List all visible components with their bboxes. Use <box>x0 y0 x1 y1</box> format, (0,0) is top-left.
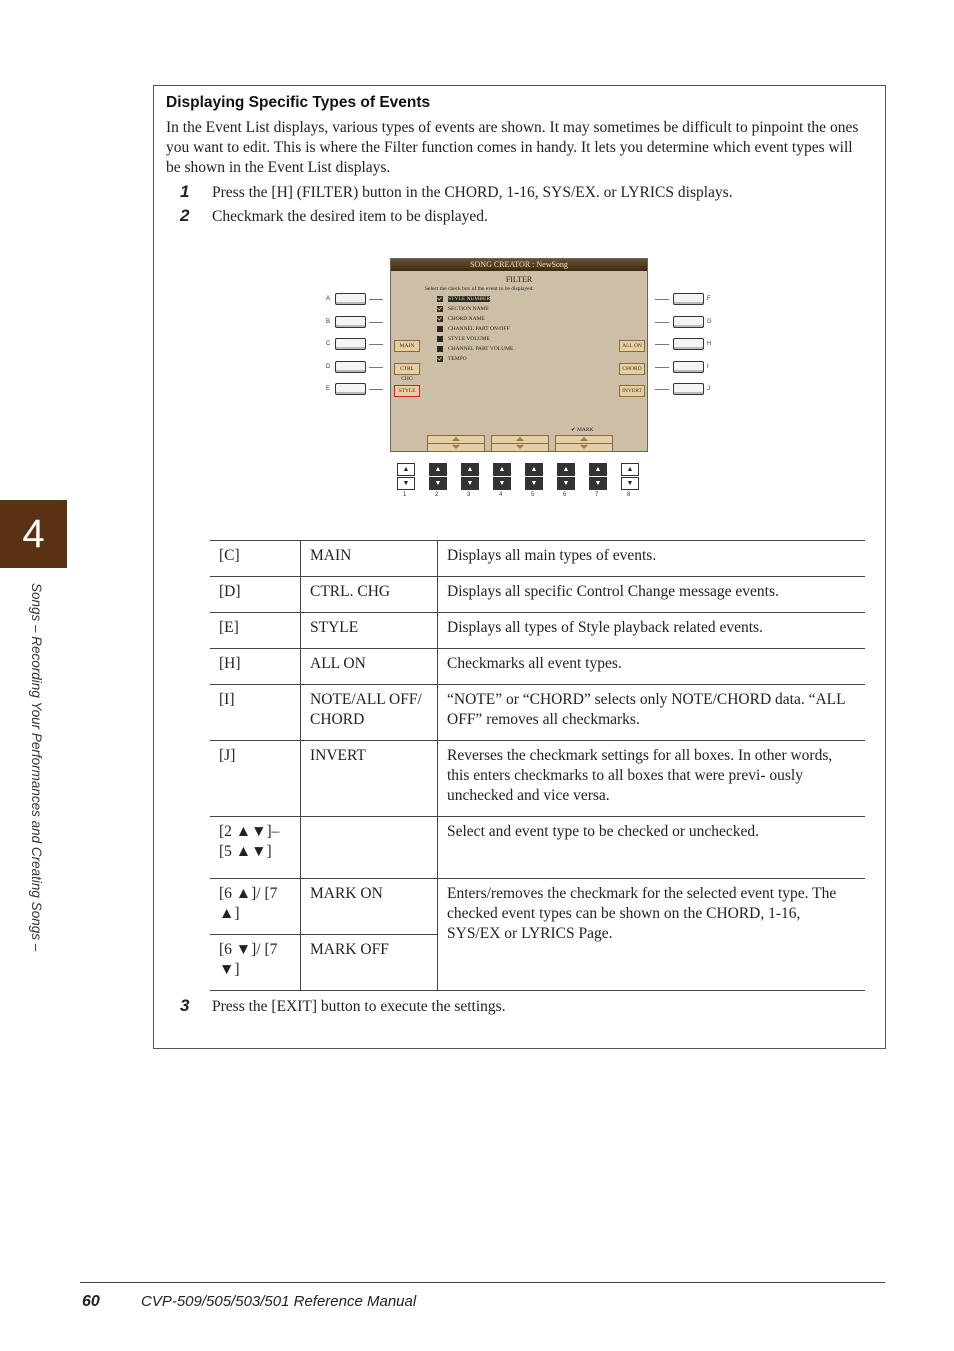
step-2 <box>180 206 488 226</box>
button-number: 3 <box>467 492 471 498</box>
button-4-up[interactable]: ▲ <box>493 463 511 476</box>
connector-line <box>655 299 669 300</box>
connector-line <box>369 322 383 323</box>
table-cell-desc: Enters/removes the checkmark for the selected event type. The checked event types can be shown on the CHORD, 1-16, SYS/EX or LYRICS Page. <box>438 879 866 991</box>
checkbox-checked-icon[interactable] <box>437 356 443 362</box>
event-label: SECTION NAME <box>448 306 489 312</box>
table-cell-desc: Reverses the checkmark settings for all boxes. In other words, this enters checkmarks to all boxes that were previ- ously unchecked and vice versa. <box>438 741 866 817</box>
panel-label-h: H <box>707 341 712 347</box>
connector-line <box>655 322 669 323</box>
button-g[interactable] <box>673 316 704 328</box>
button-number: 6 <box>563 492 567 498</box>
screen-title: SONG CREATOR : NewSong <box>391 259 647 271</box>
button-number: 1 <box>403 492 407 498</box>
checkbox-icon[interactable] <box>437 336 443 342</box>
button-6-down[interactable]: ▼ <box>557 477 575 490</box>
connector-line <box>655 389 669 390</box>
table-row <box>210 879 865 935</box>
table-row <box>210 741 865 817</box>
table-cell-button: [D] <box>210 577 301 613</box>
table-row <box>210 577 865 613</box>
step-number: 1 <box>180 182 190 201</box>
button-7-up[interactable]: ▲ <box>589 463 607 476</box>
event-item[interactable] <box>437 326 510 332</box>
panel-label-g: G <box>707 319 712 325</box>
button-a[interactable] <box>335 293 366 305</box>
event-label: CHANNEL PART VOLUME <box>448 346 514 352</box>
checkbox-icon[interactable] <box>437 326 443 332</box>
table-cell-name: MARK OFF <box>301 935 438 991</box>
screen-main-button[interactable]: MAIN <box>394 340 420 352</box>
page-number: 60 <box>82 1293 100 1310</box>
table-cell-desc: Displays all main types of events. <box>438 541 866 577</box>
footer-rule <box>80 1282 885 1283</box>
button-8-down[interactable]: ▼ <box>621 477 639 490</box>
table-row <box>210 649 865 685</box>
table-cell-button: [6 ▼]/ [7 ▼] <box>210 935 301 991</box>
panel-label-d: D <box>326 364 331 370</box>
checkbox-icon[interactable] <box>437 346 443 352</box>
table-cell-desc: Displays all specific Control Change message events. <box>438 577 866 613</box>
table-cell-name: INVERT <box>301 741 438 817</box>
instrument-panel-illustration <box>322 255 722 505</box>
button-8-up[interactable]: ▲ <box>621 463 639 476</box>
button-number: 2 <box>435 492 439 498</box>
event-label: STYLE VOLUME <box>448 336 490 342</box>
step-number: 2 <box>180 206 190 225</box>
button-1-down[interactable]: ▼ <box>397 477 415 490</box>
slider-down[interactable] <box>427 443 485 452</box>
event-item[interactable] <box>437 296 490 302</box>
step-text: Press the [H] (FILTER) button in the CHORD, 1-16, SYS/EX. or LYRICS displays. <box>212 184 733 201</box>
screen-ctrl-chg-button[interactable]: CTRL CHG <box>394 363 420 375</box>
table-cell-button: [J] <box>210 741 301 817</box>
button-i[interactable] <box>673 361 704 373</box>
section-title: Displaying Specific Types of Events <box>166 94 431 111</box>
manual-title: CVP-509/505/503/501 Reference Manual <box>141 1293 417 1310</box>
button-3-up[interactable]: ▲ <box>461 463 479 476</box>
button-3-down[interactable]: ▼ <box>461 477 479 490</box>
button-d[interactable] <box>335 361 366 373</box>
event-item[interactable] <box>437 346 513 352</box>
screen-chord-button[interactable]: CHORD <box>619 363 645 375</box>
connector-line <box>369 299 383 300</box>
table-cell-name <box>301 817 438 879</box>
button-6-up[interactable]: ▲ <box>557 463 575 476</box>
event-item[interactable] <box>437 356 467 362</box>
slider-down[interactable] <box>491 443 549 452</box>
table-cell-desc: Select and event type to be checked or unchecked. <box>438 817 866 879</box>
chapter-tab <box>0 500 67 568</box>
table-cell-button: [H] <box>210 649 301 685</box>
event-item[interactable] <box>437 336 490 342</box>
button-2-up[interactable]: ▲ <box>429 463 447 476</box>
panel-label-a: A <box>326 296 331 302</box>
event-label: STYLE NUMBER <box>448 296 491 302</box>
table-cell-name: MARK ON <box>301 879 438 935</box>
button-1-up[interactable]: ▲ <box>397 463 415 476</box>
panel-label-b: B <box>326 319 331 325</box>
event-label: CHORD NAME <box>448 316 485 322</box>
panel-label-i: I <box>707 364 709 370</box>
checkbox-checked-icon[interactable] <box>437 316 443 322</box>
table-cell-desc: “NOTE” or “CHORD” selects only NOTE/CHORD data. “ALL OFF” removes all checkmarks. <box>438 685 866 741</box>
panel-label-c: C <box>326 341 331 347</box>
side-label <box>30 583 50 1003</box>
chapter-number: 4 <box>22 511 45 556</box>
button-4-down[interactable]: ▼ <box>493 477 511 490</box>
event-label: TEMPO <box>448 356 467 362</box>
lcd-screen <box>390 258 648 452</box>
step-text: Checkmark the desired item to be displayed. <box>212 208 488 225</box>
button-c[interactable] <box>335 338 366 350</box>
button-number: 8 <box>627 492 631 498</box>
button-e[interactable] <box>335 383 366 395</box>
button-j[interactable] <box>673 383 704 395</box>
event-item[interactable] <box>437 306 489 312</box>
button-5-down[interactable]: ▼ <box>525 477 543 490</box>
filter-instruction: Select the check box of the event to be displayed. <box>425 286 534 292</box>
panel-label-f: F <box>707 296 711 302</box>
mark-off-slider[interactable] <box>555 443 613 452</box>
event-item[interactable] <box>437 316 485 322</box>
button-b[interactable] <box>335 316 366 328</box>
table-cell-name: STYLE <box>301 613 438 649</box>
screen-all-on-button[interactable]: ALL ON <box>619 340 645 352</box>
button-h[interactable] <box>673 338 704 350</box>
table-row <box>210 685 865 741</box>
section-intro: In the Event List displays, various types of events are shown. It may sometimes be difficult to pinpoint the ones you want to edit. This is where the Filter function comes in handy. It lets you determine which event types will be shown in the Event List displays. <box>166 119 859 176</box>
connector-line <box>655 344 669 345</box>
connector-line <box>369 344 383 345</box>
step-text: Press the [EXIT] button to execute the settings. <box>212 998 506 1015</box>
screen-style-button[interactable]: STYLE <box>394 385 420 397</box>
table-cell-button: [E] <box>210 613 301 649</box>
table-cell-button: [2 ▲▼]– [5 ▲▼] <box>210 817 301 879</box>
button-number: 7 <box>595 492 599 498</box>
step-1 <box>180 182 733 202</box>
button-number: 4 <box>499 492 503 498</box>
table-cell-button: [C] <box>210 541 301 577</box>
table-cell-desc: Displays all types of Style playback related events. <box>438 613 866 649</box>
connector-line <box>369 367 383 368</box>
checkbox-checked-icon[interactable] <box>437 296 443 302</box>
table-cell-name: CTRL. CHG <box>301 577 438 613</box>
button-2-down[interactable]: ▼ <box>429 477 447 490</box>
side-label-text: Songs – Recording Your Performances and Creating Songs – <box>29 583 44 952</box>
table-cell-button: [I] <box>210 685 301 741</box>
table-row <box>210 817 865 879</box>
table-cell-desc: Checkmarks all event types. <box>438 649 866 685</box>
event-label: CHANNEL PART ON/OFF <box>448 326 510 332</box>
checkbox-checked-icon[interactable] <box>437 306 443 312</box>
step-3 <box>180 996 506 1016</box>
table-row <box>210 541 865 577</box>
panel-label-e: E <box>326 386 331 392</box>
connector-line <box>369 389 383 390</box>
step-number: 3 <box>180 996 190 1015</box>
button-5-up[interactable]: ▲ <box>525 463 543 476</box>
table-cell-button: [6 ▲]/ [7 ▲] <box>210 879 301 935</box>
filter-heading: FILTER <box>505 275 533 284</box>
connector-line <box>655 367 669 368</box>
mark-label: ✔ MARK <box>571 427 594 433</box>
button-number: 5 <box>531 492 535 498</box>
panel-label-j: J <box>707 386 710 392</box>
button-7-down[interactable]: ▼ <box>589 477 607 490</box>
table-row <box>210 613 865 649</box>
table-cell-name: ALL ON <box>301 649 438 685</box>
table-cell-name: NOTE/ALL OFF/ CHORD <box>301 685 438 741</box>
screen-invert-button[interactable]: INVERT <box>619 385 645 397</box>
filter-function-table <box>210 540 865 991</box>
button-f[interactable] <box>673 293 704 305</box>
table-cell-name: MAIN <box>301 541 438 577</box>
